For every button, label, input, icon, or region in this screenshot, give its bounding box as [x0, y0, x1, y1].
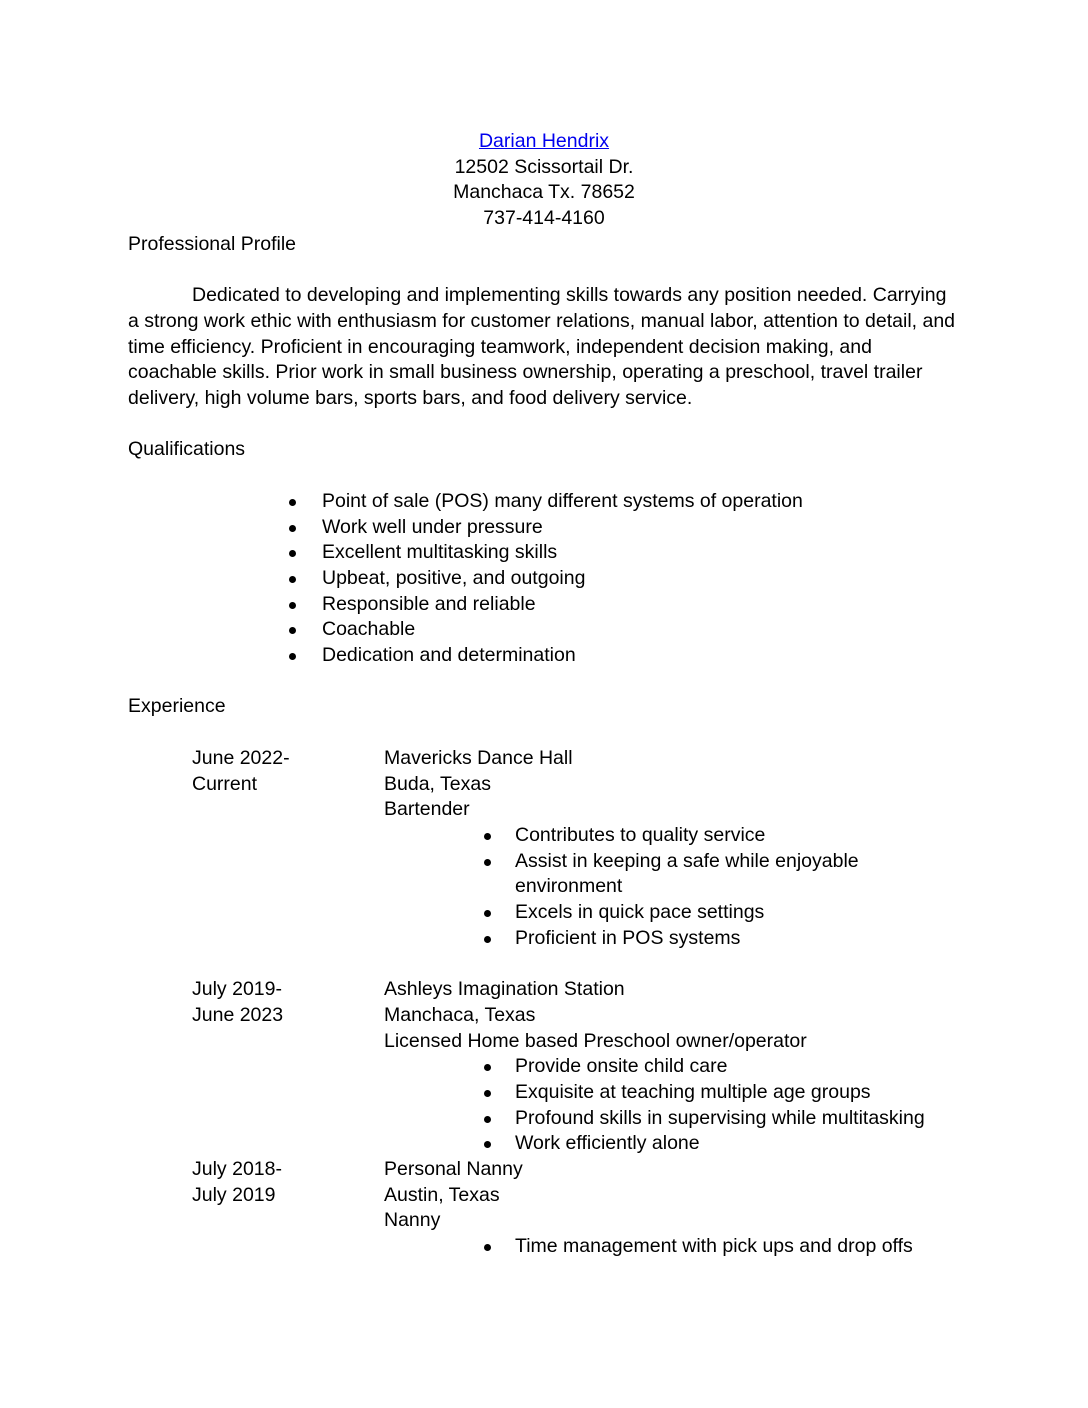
- bullet-icon: [484, 1116, 491, 1123]
- job-details: [384, 977, 954, 1157]
- bullet-icon: [289, 653, 296, 660]
- qualification-text: Dedication and determination: [322, 644, 576, 667]
- date-end: July 2019: [192, 1183, 276, 1206]
- job-details: [384, 746, 954, 952]
- job-entry: [128, 977, 960, 1157]
- bullet-icon: [484, 1141, 491, 1148]
- bullet-icon: [484, 1244, 491, 1251]
- job-bullet-item: [384, 1131, 954, 1157]
- blank-line: [128, 258, 960, 284]
- date-end: Current: [192, 772, 258, 795]
- job-bullet-text: Work efficiently alone: [515, 1132, 700, 1155]
- job-bullet-item: [384, 900, 954, 926]
- bullet-icon: [289, 499, 296, 506]
- date-start: July 2019-: [192, 978, 282, 1001]
- qualification-text: Point of sale (POS) many different systems of operation: [322, 489, 803, 512]
- job-bullet-item: [384, 1106, 954, 1132]
- job-entry: [128, 1157, 960, 1260]
- date-end: June 2023: [192, 1003, 284, 1026]
- blank-line: [128, 412, 960, 438]
- job-bullet-text: Excels in quick pace settings: [515, 901, 765, 924]
- bullet-icon: [484, 833, 491, 840]
- job-entry: [128, 746, 960, 952]
- bullet-icon: [289, 602, 296, 609]
- company-name: Personal Nanny: [384, 1158, 523, 1181]
- bullet-icon: [289, 550, 296, 557]
- job-bullet-text: Proficient in POS systems: [515, 926, 741, 949]
- qualification-item: [128, 515, 960, 541]
- qualification-text: Excellent multitasking skills: [322, 541, 558, 564]
- job-dates: [192, 1157, 377, 1208]
- job-bullet-text: Assist in keeping a safe while enjoyable environment: [515, 849, 859, 898]
- blank-line: [128, 951, 960, 977]
- job-bullet-item: [384, 1234, 954, 1260]
- job-bullet-item: [384, 1080, 954, 1106]
- job-bullet-item: [384, 823, 954, 849]
- job-title: Bartender: [384, 798, 470, 821]
- bullet-icon: [289, 525, 296, 532]
- qualification-item: [128, 540, 960, 566]
- qualification-item: [128, 566, 960, 592]
- job-location: Manchaca, Texas: [384, 1003, 536, 1026]
- bullet-icon: [289, 576, 296, 583]
- company-name: Mavericks Dance Hall: [384, 746, 573, 769]
- job-bullet-text: Profound skills in supervising while multitasking: [515, 1106, 925, 1129]
- qualification-item: [128, 617, 960, 643]
- name-link[interactable]: Darian Hendrix: [478, 130, 610, 152]
- qualification-text: Responsible and reliable: [322, 592, 536, 615]
- date-start: June 2022-: [192, 746, 290, 769]
- date-start: July 2018-: [192, 1158, 282, 1181]
- bullet-icon: [484, 1090, 491, 1097]
- qualification-text: Work well under pressure: [322, 515, 543, 538]
- job-location: Austin, Texas: [384, 1183, 500, 1206]
- job-bullet-item: [384, 849, 954, 900]
- qualification-item: [128, 489, 960, 515]
- job-bullet-item: [384, 926, 954, 952]
- section-heading-profile: Professional Profile: [128, 232, 296, 255]
- qualification-item: [128, 592, 960, 618]
- phone-line: 737-414-4160: [483, 207, 605, 230]
- qualification-text: Upbeat, positive, and outgoing: [322, 566, 586, 589]
- qualification-item: [128, 643, 960, 669]
- job-dates: [192, 977, 377, 1028]
- section-heading-experience: Experience: [128, 695, 226, 718]
- address-line: 12502 Scissortail Dr.: [454, 155, 634, 178]
- bullet-icon: [484, 936, 491, 943]
- job-bullet-text: Provide onsite child care: [515, 1055, 728, 1078]
- job-title: Licensed Home based Preschool owner/operator: [384, 1029, 807, 1052]
- job-bullet-text: Exquisite at teaching multiple age groups: [515, 1080, 871, 1103]
- job-bullet-list: [384, 1234, 954, 1260]
- company-name: Ashleys Imagination Station: [384, 978, 625, 1001]
- job-bullet-text: Time management with pick ups and drop offs: [515, 1235, 913, 1258]
- bullet-icon: [484, 910, 491, 917]
- job-title: Nanny: [384, 1209, 441, 1232]
- job-bullet-text: Contributes to quality service: [515, 823, 766, 846]
- blank-line: [128, 669, 960, 695]
- document-content: [128, 129, 960, 1260]
- profile-paragraph: Dedicated to developing and implementing skills towards any position needed. Carrying a strong work ethic with enthusiasm for customer relations, manual labor, attention to detail, and time efficiency. Proficient in encouraging teamwork, independent decision making, and coachable skills. Prior work in small business ownership, operating a preschool, travel trailer delivery, high volume bars, sports bars, and food delivery service.: [128, 284, 956, 410]
- bullet-icon: [484, 1064, 491, 1071]
- name-line: [128, 129, 960, 155]
- contact-header: [128, 129, 960, 232]
- city-state-line: Manchaca Tx. 78652: [453, 181, 635, 204]
- qualification-text: Coachable: [322, 618, 416, 641]
- job-bullet-item: [384, 1054, 954, 1080]
- job-bullet-list: [384, 1054, 954, 1157]
- qualifications-list: [128, 489, 960, 669]
- section-heading-qualifications: Qualifications: [128, 438, 246, 461]
- job-details: [384, 1157, 954, 1260]
- bullet-icon: [289, 627, 296, 634]
- job-bullet-list: [384, 823, 954, 952]
- job-dates: [192, 746, 377, 797]
- bullet-icon: [484, 859, 491, 866]
- blank-line: [128, 720, 960, 746]
- job-location: Buda, Texas: [384, 772, 491, 795]
- blank-line: [128, 463, 960, 489]
